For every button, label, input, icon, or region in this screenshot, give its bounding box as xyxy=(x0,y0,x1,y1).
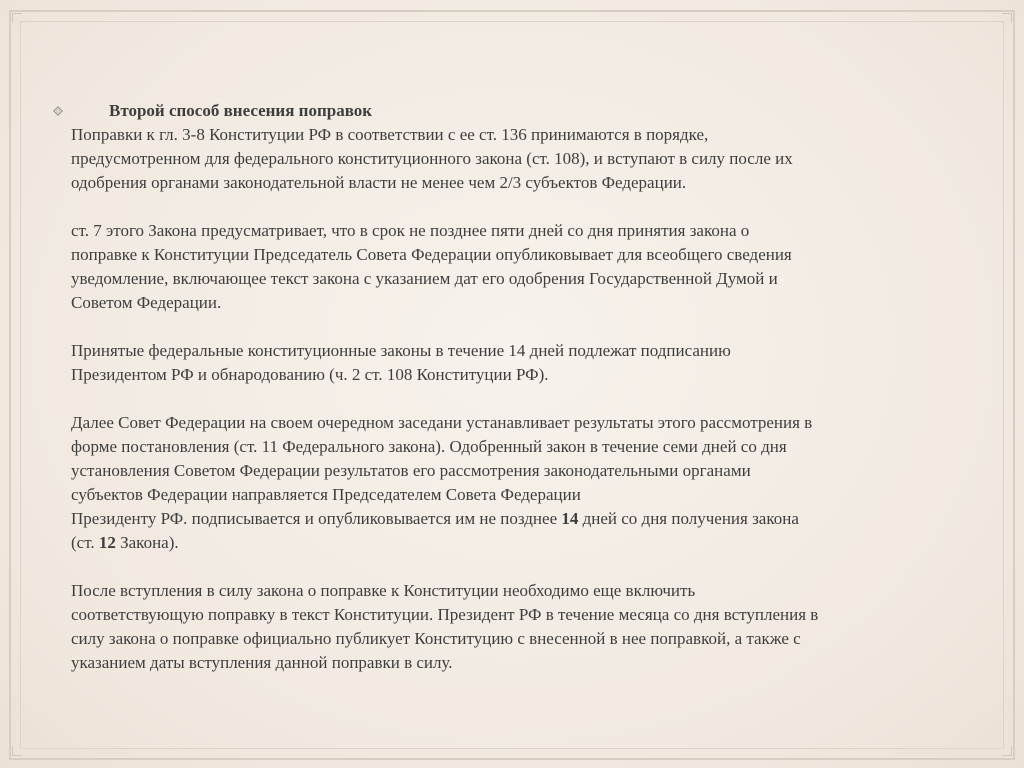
paragraph-spacer xyxy=(71,555,971,579)
paragraph-5 xyxy=(71,579,971,675)
paragraph-1 xyxy=(71,123,971,195)
paragraph-line: Президентом РФ и обнародованию (ч. 2 ст. 108 Конституции РФ). xyxy=(71,365,549,384)
paragraph-line: указанием даты вступления данной поправки в силу. xyxy=(71,653,453,672)
paragraph-line: силу закона о поправке официально публикует Конституцию с внесенной в нее поправкой, а также с xyxy=(71,629,801,648)
paragraph-spacer xyxy=(71,195,971,219)
paragraph-spacer xyxy=(71,315,971,339)
paragraph-spacer xyxy=(71,387,971,411)
paragraph-2 xyxy=(71,219,971,315)
paragraph-line: поправке к Конституции Председатель Совета Федерации опубликовывает для всеобщего сведения xyxy=(71,245,792,264)
text-run: (ст. xyxy=(71,533,99,552)
frame-corner-ornament xyxy=(12,746,22,756)
paragraph-4 xyxy=(71,411,971,555)
frame-corner-ornament xyxy=(1002,13,1012,23)
bold-number: 12 xyxy=(98,533,116,552)
paragraph-line xyxy=(71,531,971,555)
paragraph-line: Поправки к гл. 3-8 Конституции РФ в соответствии с ее ст. 136 принимаются в порядке, xyxy=(71,125,709,144)
diamond-outline-icon xyxy=(53,106,63,116)
paragraph-line: предусмотренном для федерального конституционного закона (ст. 108), и вступают в силу после их xyxy=(71,149,793,168)
paragraph-line: уведомление, включающее текст закона с указанием дат его одобрения Государственной Думой и xyxy=(71,269,778,288)
paragraph-3 xyxy=(71,339,971,387)
paragraph-line: форме постановления (ст. 11 Федерального закона). Одобренный закон в течение семи дней со дня xyxy=(71,437,787,456)
paragraph-line: соответствующую поправку в текст Конституции. Президент РФ в течение месяца со дня вступления в xyxy=(71,605,819,624)
slide-heading: Второй способ внесения поправок xyxy=(109,101,373,120)
text-run: Закона). xyxy=(115,533,179,552)
bold-number: 14 xyxy=(561,509,579,528)
heading-row xyxy=(71,99,971,123)
text-run: Президенту РФ. подписывается и опубликовывается им не позднее xyxy=(71,509,562,528)
paragraph-line: установления Советом Федерации результатов его рассмотрения законодательными органами xyxy=(71,461,751,480)
paragraph-line xyxy=(71,507,971,531)
frame-corner-ornament xyxy=(12,13,22,23)
paragraph-line: субъектов Федерации направляется Председателем Совета Федерации xyxy=(71,485,581,504)
slide-body xyxy=(71,99,971,675)
paragraph-line: одобрения органами законодательной власти не менее чем 2/3 субъектов Федерации. xyxy=(71,173,687,192)
paragraph-line: После вступления в силу закона о поправке к Конституции необходимо еще включить xyxy=(71,581,696,600)
paragraph-line: Советом Федерации. xyxy=(71,293,222,312)
paragraph-line: Принятые федеральные конституционные законы в течение 14 дней подлежат подписанию xyxy=(71,341,731,360)
frame-corner-ornament xyxy=(1002,746,1012,756)
text-run: дней со дня получения закона xyxy=(578,509,799,528)
paragraph-line: Далее Совет Федерации на своем очередном заседани устанавливает результаты этого рассмотрения в xyxy=(71,413,813,432)
paragraph-line: ст. 7 этого Закона предусматривает, что в срок не позднее пяти дней со дня принятия закона о xyxy=(71,221,750,240)
